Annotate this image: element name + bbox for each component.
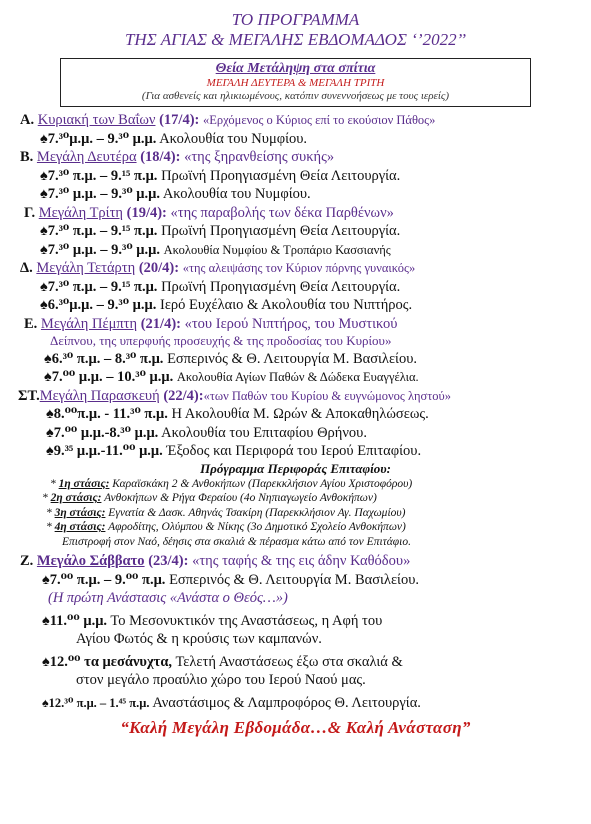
service-time: ♠7.³⁰ π.μ. – 9.¹⁵ π.μ.	[40, 223, 158, 239]
day-quote: «του Ιερού Νιπτήρος, του Μυστικού	[184, 315, 398, 332]
day-name: Μεγάλη Δευτέρα	[36, 149, 137, 165]
day-letter: Δ.	[20, 260, 33, 276]
procession-return: Επιστροφή στον Ναό, δέησις στα σκαλιά & πέρασμα κάτω από τον Επιτάφιο.	[62, 535, 411, 548]
service-time: ♠7.³⁰ μ.μ. – 9.³⁰ μ.μ.	[40, 186, 160, 202]
day-quote: «της ταφής & της εις άδην Καθόδου»	[192, 553, 411, 569]
day-name: Μεγάλη Τρίτη	[38, 204, 123, 221]
day-quote: «Ερχόμενος ο Κύριος επί το εκούσιον Πάθος»	[202, 113, 436, 127]
stop-2: * 2η στάσις: Ανθοκήπων & Ρήγα Φεραίου (4ο Νηπιαγωγείο Ανθοκήπων)	[42, 492, 377, 504]
day-quote: «των Παθών του Κυρίου & ευγνώμονος ληστού»	[203, 388, 451, 403]
page	[0, 10, 591, 738]
service-desc: Πρωϊνή Προηγιασμένη Θεία Λειτουργία.	[161, 167, 401, 184]
day-date: (18/4):	[140, 149, 181, 165]
day-name: Μεγάλη Τετάρτη	[36, 260, 136, 276]
service-time: ♠11.⁰⁰ μ.μ.	[42, 612, 108, 629]
day-tuesday	[0, 204, 591, 260]
service-time: ♠7.⁰⁰ μ.μ.-8.³⁰ μ.μ.	[46, 424, 159, 441]
header-line1: ΤΟ ΠΡΟΓΡΑΜΜΑ	[231, 10, 360, 29]
service-time: ♠9.³⁵ μ.μ.-11.⁰⁰ μ.μ.	[46, 443, 163, 459]
day-letter: Ε.	[24, 315, 38, 332]
service-time: ♠6.³⁰ π.μ. – 8.³⁰ π.μ.	[44, 350, 164, 367]
procession-block	[0, 461, 591, 550]
service-desc: Ιερό Ευχέλαιο & Ακολουθία του Νιπτήρος.	[159, 297, 413, 313]
day-date: (22/4):	[163, 387, 204, 404]
day-quote-cont: Δείπνου, της υπερφυής προσευχής & της προδοσίας του Κυρίου»	[50, 333, 392, 348]
day-name: Κυριακή των Βαΐων	[37, 112, 156, 128]
day-sunday	[0, 111, 591, 148]
day-quote: «της παραβολής των δέκα Παρθένων»	[170, 204, 394, 221]
service-desc: Το Μεσονυκτικόν της Αναστάσεως, η Αφή του	[110, 612, 383, 629]
service-desc: Ακολουθία του Νυμφίου.	[159, 130, 308, 147]
service-time: ♠7.⁰⁰ μ.μ. – 10.³⁰ μ.μ.	[44, 369, 174, 385]
closing-greeting: “Καλή Μεγάλη Εβδομάδα…& Καλή Ανάσταση”	[120, 718, 471, 737]
service-desc: Ακολουθία Νυμφίου & Τροπάριο Κασσιανής	[163, 242, 391, 257]
day-name: Μεγάλο Σάββατο	[36, 553, 145, 569]
day-name: Μεγάλη Πέμπτη	[40, 315, 138, 332]
procession-title: Πρόγραμμα Περιφοράς Επιταφίου:	[200, 460, 391, 476]
service-desc: Πρωϊνή Προηγιασμένη Θεία Λειτουργία.	[161, 278, 401, 295]
stop-4: * 4η στάσις: Αφροδίτης, Ολύμπου & Νίκης (3ο Δημοτικό Σχολείο Ανθοκήπων)	[46, 521, 406, 533]
service-time: ♠12.³⁰ π.μ. – 1.⁴⁵ π.μ.	[42, 695, 150, 710]
box-title: Θεία Μετάληψη στα σπίτια	[215, 61, 376, 76]
stop-3: * 3η στάσις: Εγνατία & Δασκ. Αθηνάς Τσακίρη (Παρεκκλήσιον Αγ. Παχωμίου)	[46, 506, 406, 519]
service-desc-cont: Αγίου Φωτός & η κρούσις των καμπανών.	[76, 631, 322, 647]
day-date: (23/4):	[148, 553, 189, 569]
service-desc: Αναστάσιμος & Λαμπροφόρος Θ. Λειτουργία.	[152, 694, 421, 711]
service-desc: Η Ακολουθία Μ. Ωρών & Αποκαθηλώσεως.	[171, 406, 429, 422]
service-desc: Τελετή Αναστάσεως έξω στα σκαλιά &	[175, 653, 403, 670]
service-desc-cont: στον μεγάλο προαύλιο χώρο του Ιερού Ναού μας.	[76, 672, 366, 688]
service-desc: Ακολουθία Αγίων Παθών & Δώδεκα Ευαγγέλια.	[176, 370, 419, 384]
communion-box	[60, 58, 531, 107]
day-saturday	[0, 552, 591, 712]
service-time: ♠7.³⁰ μ.μ. – 9.³⁰ μ.μ.	[40, 241, 160, 258]
service-time: ♠12.⁰⁰ τα μεσάνυχτα,	[42, 653, 173, 670]
first-resurrection-note: (Η πρώτη Ανάστασις «Ανάστα ο Θεός…»)	[48, 590, 288, 606]
day-quote: «της αλειψάσης τον Κύριον πόρνης γυναικός»	[182, 261, 416, 275]
day-letter: Α.	[20, 112, 35, 128]
box-days: ΜΕΓΑΛΗ ΔΕΥΤΕΡΑ & ΜΕΓΑΛΗ ΤΡΙΤΗ	[206, 77, 385, 89]
service-desc: Ακολουθία του Νυμφίου.	[162, 186, 311, 202]
service-desc: Εσπερινός & Θ. Λειτουργία Μ. Βασιλείου.	[167, 350, 418, 367]
day-date: (19/4):	[126, 204, 167, 221]
day-date: (21/4):	[140, 315, 181, 332]
day-quote: «της ξηρανθείσης συκής»	[184, 149, 335, 165]
day-letter: ΣΤ.	[18, 387, 40, 404]
day-friday	[0, 387, 591, 461]
day-name: Μεγάλη Παρασκευή	[39, 387, 160, 404]
stop-1: * 1η στάσις: Καραϊσκάκη 2 & Ανθοκήπων (Παρεκκλήσιον Αγίου Χριστοφόρου)	[50, 477, 413, 490]
day-letter: Β.	[20, 149, 34, 165]
service-desc: Έξοδος και Περιφορά του Ιερού Επιταφίου.	[166, 443, 422, 459]
service-desc: Πρωϊνή Προηγιασμένη Θεία Λειτουργία.	[161, 223, 401, 239]
service-desc: Ακολουθία του Επιταφίου Θρήνου.	[161, 424, 367, 441]
box-note: (Για ασθενείς και ηλικιωμένους, κατόπιν συνεννοήσεως με τους ιερείς)	[141, 90, 450, 102]
day-letter: Γ.	[24, 204, 36, 221]
service-time: ♠7.³⁰ π.μ. – 9.¹⁵ π.μ.	[40, 278, 158, 295]
service-time: ♠7.³⁰μ.μ. – 9.³⁰ μ.μ.	[40, 130, 157, 147]
day-wednesday	[0, 259, 591, 315]
day-letter: Ζ.	[20, 553, 34, 569]
service-time: ♠7.⁰⁰ π.μ. – 9.⁰⁰ π.μ.	[42, 571, 166, 588]
service-time: ♠8.⁰⁰π.μ. - 11.³⁰ π.μ.	[46, 406, 168, 422]
header-line2: ΤΗΣ ΑΓΙΑΣ & ΜΕΓΑΛΗΣ ΕΒΔΟΜΑΔΟΣ ‘’2022’’	[124, 30, 467, 49]
day-thursday	[0, 315, 591, 387]
service-time: ♠6.³⁰μ.μ. – 9.³⁰ μ.μ.	[40, 297, 157, 313]
service-time: ♠7.³⁰ π.μ. – 9.¹⁵ π.μ.	[40, 167, 158, 184]
service-desc: Εσπερινός & Θ. Λειτουργία Μ. Βασιλείου.	[169, 571, 420, 588]
day-monday	[0, 148, 591, 204]
day-date: (17/4):	[159, 112, 200, 128]
day-date: (20/4):	[138, 260, 180, 276]
